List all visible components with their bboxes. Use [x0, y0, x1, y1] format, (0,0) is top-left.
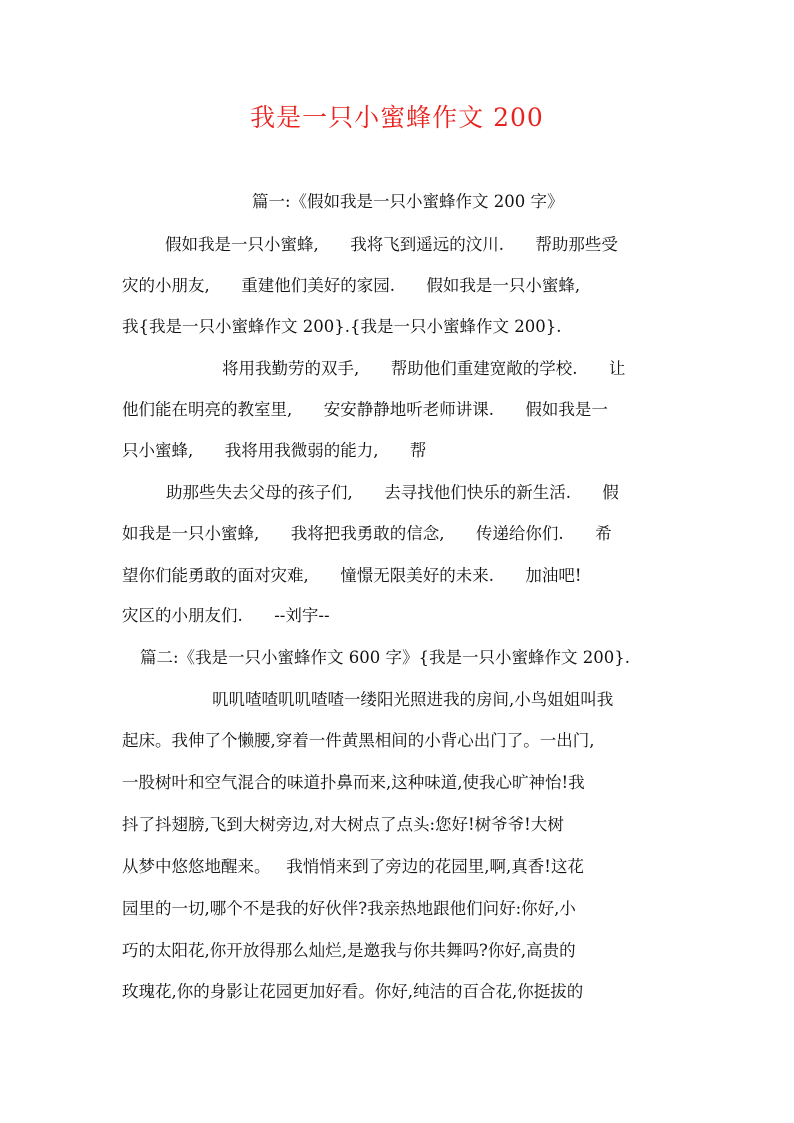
text-line: 假如我是一只小蜜蜂, 我将飞到遥远的汶川. 帮助那些受: [165, 235, 618, 254]
text-line: 将用我勤劳的双手, 帮助他们重建宽敞的学校. 让: [222, 359, 626, 378]
section-heading: 篇一:《假如我是一只小蜜蜂作文 200 字》: [252, 192, 564, 211]
text-line: 我{我是一只小蜜蜂作文 200}.{我是一只小蜜蜂作文 200}.: [122, 317, 562, 336]
text-line: 抖了抖翅膀,飞到大树旁边,对大树点了点头:您好!树爷爷!大树: [122, 815, 564, 834]
text-line: 园里的一切,哪个不是我的好伙伴?我亲热地跟他们问好:你好,小: [122, 899, 576, 918]
text-line: 叽叽喳喳叽叽喳喳一缕阳光照进我的房间,小鸟姐姐叫我: [212, 690, 614, 709]
text-line: 如我是一只小蜜蜂, 我将把我勇敢的信念, 传递给你们. 希: [122, 524, 612, 543]
text-line: 他们能在明亮的教室里, 安安静静地听老师讲课. 假如我是一: [122, 400, 608, 419]
text-line: 一股树叶和空气混合的味道扑鼻而来,这种味道,使我心旷神怡!我: [122, 773, 585, 792]
document-title: 我是一只小蜜蜂作文 200: [250, 103, 544, 132]
section-heading: 篇二:《我是一只小蜜蜂作文 600 字》{我是一只小蜜蜂作文 200}.: [140, 648, 631, 667]
text-line: 助那些失去父母的孩子们, 去寻找他们快乐的新生活. 假: [166, 483, 619, 502]
text-line: 起床。我伸了个懒腰,穿着一件黄黑相间的小背心出门了。一出门,: [122, 731, 595, 750]
text-line: 巧的太阳花,你开放得那么灿烂,是邀我与你共舞吗?你好,高贵的: [122, 941, 576, 960]
text-line: 只小蜜蜂, 我将用我微弱的能力, 帮: [122, 441, 427, 460]
text-line: 从梦中悠悠地醒来。 我悄悄来到了旁边的花园里,啊,真香!这花: [122, 857, 584, 876]
text-line: 望你们能勇敢的面对灾难, 憧憬无限美好的未来. 加油吧!: [122, 566, 582, 585]
text-line: 玫瑰花,你的身影让花园更加好看。你好,纯洁的百合花,你挺拔的: [122, 982, 584, 1001]
text-line: 灾区的小朋友们. --刘宇--: [122, 606, 330, 625]
text-line: 灾的小朋友, 重建他们美好的家园. 假如我是一只小蜜蜂,: [122, 276, 581, 295]
